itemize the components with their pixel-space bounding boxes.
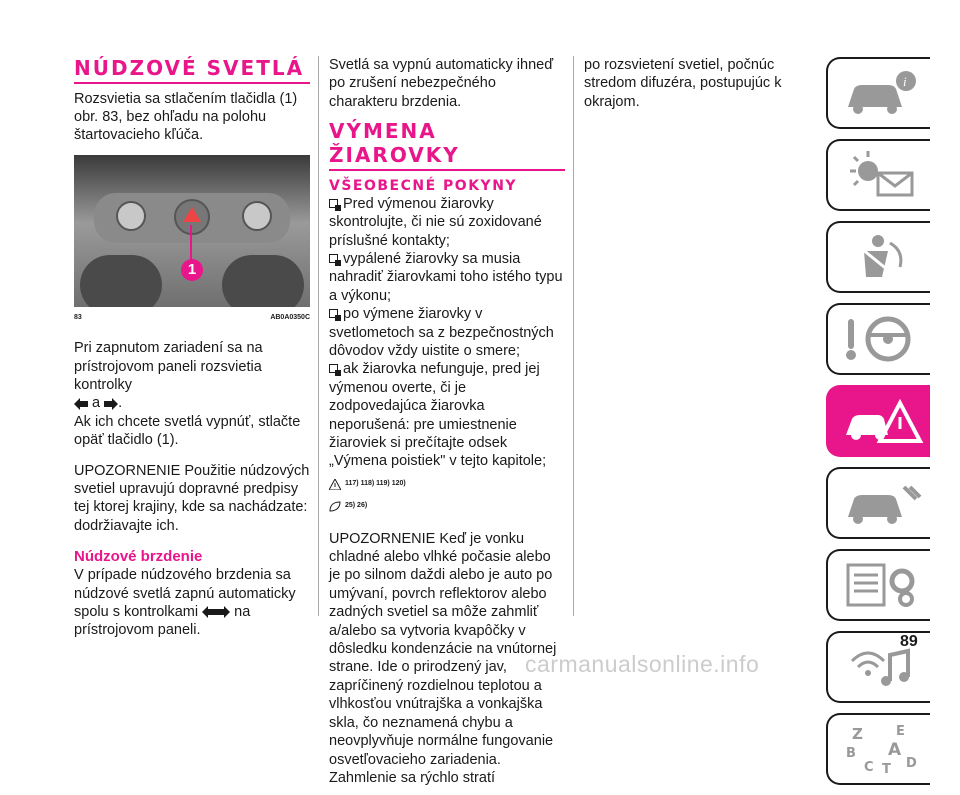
index-letter: Z: [852, 725, 863, 743]
left-arrow-indicator-icon: [74, 398, 88, 410]
tab-starting-driving[interactable]: [826, 303, 930, 375]
column-1: [74, 56, 310, 640]
paragraph-condensation-continued: po rozsvietení svetiel, počnúc stredom difuzéra, postupujúc k okrajom.: [584, 57, 782, 110]
tab-emergency[interactable]: [826, 385, 930, 457]
section-heading-emergency-lights: NÚDZOVÉ SVETLÁ: [74, 56, 305, 80]
breakdown-icon: [844, 395, 924, 447]
right-arrow-indicator-icon: [216, 606, 230, 618]
checkbox-bullet-icon: [329, 254, 338, 263]
tab-safety[interactable]: [826, 221, 930, 293]
svg-text:i: i: [903, 74, 907, 89]
heading-rule: [74, 82, 310, 84]
intro-paragraph: Rozsvietia sa stlačením tlačidla (1) obr. 83, bez ohľadu na polohu štartovacieho kľúča.: [74, 90, 298, 144]
callout-leader: [190, 225, 192, 263]
paragraph-emergency-braking: V prípade núdzového brzdenia sa núdzové svetlá zapnú automaticky spolu s kontrolkami na prístrojovom paneli.: [74, 567, 296, 639]
tab-technical-data[interactable]: [826, 549, 930, 621]
index-icon: [844, 723, 924, 775]
figure-caption: [74, 309, 310, 327]
callout-number: 1: [181, 259, 203, 281]
left-arrow-indicator-icon: [202, 606, 216, 618]
index-letter: A: [888, 740, 902, 760]
bullet-item: vypálené žiarovky sa musia nahradiť žiarovkami toho istého typu a výkonu;: [329, 250, 563, 304]
page-number: 89: [900, 633, 918, 650]
seat-safety-icon: [844, 231, 924, 283]
right-vent: [222, 255, 304, 307]
tab-warning-lights[interactable]: [826, 139, 930, 211]
index-letter: C: [864, 760, 874, 775]
column-divider: [318, 56, 319, 616]
index-letter: T: [882, 762, 891, 775]
subheading-emergency-braking: Núdzové brzdenie: [74, 548, 203, 566]
heading-rule: [329, 169, 565, 171]
index-letter: D: [906, 756, 917, 771]
checkbox-bullet-icon: [329, 309, 338, 318]
checkbox-bullet-icon: [329, 364, 338, 373]
bullet-item: Pred výmenou žiarovky skontrolujte, či nie sú zoxidované príslušné kontakty;: [329, 195, 542, 249]
paragraph-note: UPOZORNENIE Použitie núdzových svetiel upravujú dopravné predpisy tej ktorej krajiny, kde sa nachádzate: dodržiavajte ich.: [74, 462, 310, 534]
tab-car-info[interactable]: [826, 57, 930, 129]
figure-number: 83: [74, 313, 82, 321]
column-divider: [573, 56, 574, 616]
tab-maintenance[interactable]: [826, 467, 930, 539]
maintenance-car-icon: [844, 477, 924, 529]
car-info-icon: [844, 67, 924, 119]
paragraph-indicators: Pri zapnutom zariadení sa na prístrojovom paneli rozsvietia kontrolky a .: [74, 340, 263, 412]
left-switch: [116, 201, 146, 231]
technical-data-icon: [844, 559, 924, 611]
watermark-text: carmanualsonline.info: [525, 651, 760, 677]
column-3: [584, 56, 820, 111]
subheading-general-instructions: VŠEOBECNÉ POKYNY: [329, 177, 518, 194]
paragraph-condensation-note: UPOZORNENIE Keď je vonku chladné alebo vlhké počasie alebo je po silnom daždi alebo je auto po umývaní, povrch reflektorov alebo zadných svetiel sa môže zahmliť a/alebo sa vytvoria kvapôčky v dôsledku kondenzácie na vnútornej strane. Ide o prirodzený jav, zapríčinený rozdielnou teplotou a vlhkosťou vnútrajška a vonkajška skla, čo neznamená chybu a neovplyvňuje normálne fungovanie osvetľovacieho zariadenia. Zahmlenie sa rýchlo stratí: [329, 530, 557, 786]
paragraph-lights-off: Svetlá sa vypnú automaticky ihneď po zrušení nebezpečného charakteru brzdenia.: [329, 57, 554, 110]
environment-leaf-icon: [329, 501, 341, 512]
hazard-button: [174, 199, 210, 235]
paragraph-switch-off: Ak ich chcete svetlá vypnúť, stlačte opäť tlačidlo (1).: [74, 413, 301, 449]
checkbox-bullet-icon: [329, 199, 338, 208]
left-vent: [80, 255, 162, 307]
steering-wheel-icon: [844, 313, 924, 365]
right-switch: [242, 201, 272, 231]
warning-triangle-icon: [329, 479, 341, 490]
figure-code: AB0A0350C: [270, 313, 310, 321]
section-heading-bulb-replacement: VÝMENA ŽIAROVKY: [329, 119, 460, 168]
bullet-item: ak žiarovka nefunguje, pred jej výmenou overte, či je zodpovedajúca žiarovka neporušená: pre umiestnenie žiaroviek si prečítajte odsek „Výmena poistiek" v tejto kapitole;: [329, 361, 547, 470]
index-letter: E: [896, 724, 905, 739]
environment-references: 25) 26): [329, 497, 565, 515]
warning-lights-icon: [844, 149, 924, 201]
chapter-tabs: [826, 57, 936, 795]
right-arrow-indicator-icon: [104, 398, 118, 410]
warning-references: 117) 118) 119) 120): [329, 475, 565, 493]
bullet-item: po výmene žiarovky v svetlometoch sa z bezpečnostných dôvodov vždy uistite o smere;: [329, 306, 554, 359]
index-letter: B: [846, 746, 856, 761]
tab-index[interactable]: [826, 713, 930, 785]
hazard-button-photo: [74, 155, 310, 307]
